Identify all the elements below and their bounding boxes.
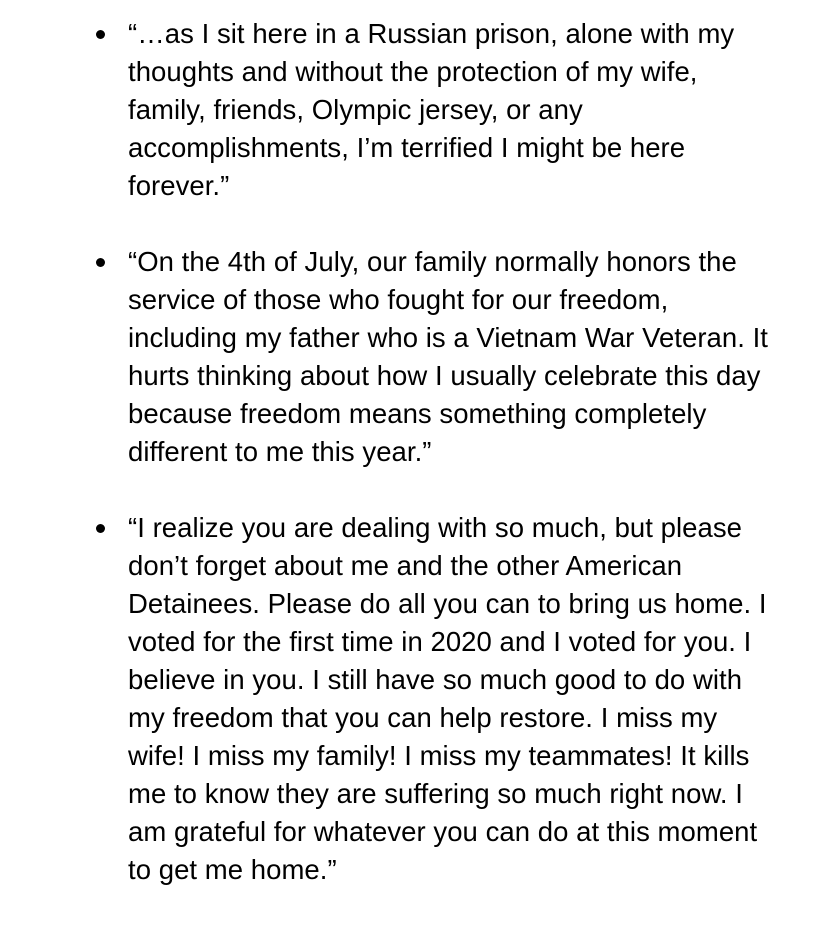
bullet-icon	[96, 30, 105, 39]
quote-item-prison	[0, 15, 828, 205]
quote-text: “…as I sit here in a Russian prison, alone with my thoughts and without the protection of my wife, family, friends, Olympic jersey, or any accomplishments, I’m terrified I might be here forever.”	[128, 18, 735, 201]
quote-item-plea	[0, 509, 828, 889]
quote-text: “On the 4th of July, our family normally honors the service of those who fought for our freedom, including my father who is a Vietnam War Veteran. It hurts thinking about how I usually celebrate this day because freedom means something completely different to me this year.”	[128, 246, 768, 467]
quote-item-fourth-of-july	[0, 243, 828, 471]
bullet-icon	[96, 524, 105, 533]
bullet-icon	[96, 258, 105, 267]
quote-list	[0, 15, 828, 889]
quote-text: “I realize you are dealing with so much, but please don’t forget about me and the other American Detainees. Please do all you can to bring us home. I voted for the first time in 2020 and I voted for you. I believe in you. I still have so much good to do with my freedom that you can help restore. I miss my wife! I miss my family! I miss my teammates! It kills me to know they are suffering so much right now. I am grateful for whatever you can do at this moment to get me home.”	[128, 512, 767, 885]
